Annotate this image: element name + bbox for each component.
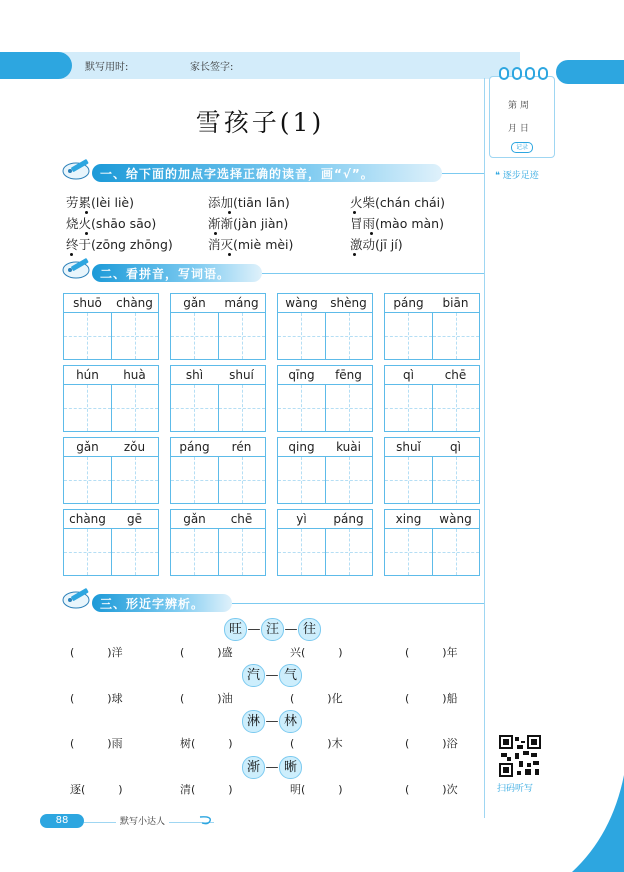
fill-blank[interactable]: ( )球 <box>70 692 123 705</box>
fill-blank[interactable]: 逐( ) <box>70 783 123 796</box>
dictation-time-label: 默写用时: <box>85 62 129 73</box>
similar-char: 旺 <box>224 618 247 641</box>
pinyin-text: xing <box>395 512 422 526</box>
emphasis-dot <box>85 232 88 235</box>
writing-cell[interactable] <box>218 313 266 359</box>
fill-blank[interactable]: ( )化 <box>290 692 343 705</box>
parent-signature-label: 家长签字: <box>190 62 234 73</box>
similar-char: 汽 <box>242 664 265 687</box>
calendar-ring-icon <box>512 67 522 80</box>
writing-cell[interactable] <box>385 529 432 575</box>
writing-cell[interactable] <box>64 385 111 431</box>
pinyin-text: wàng <box>439 512 472 526</box>
char-pair <box>242 664 302 687</box>
word-box <box>63 365 159 432</box>
emphasis-dot <box>70 253 73 256</box>
writing-cell[interactable] <box>385 457 432 503</box>
pinyin-row <box>64 294 158 313</box>
calendar-tag: 记录 <box>511 142 533 153</box>
qr-code-icon[interactable] <box>499 735 541 777</box>
fill-blank[interactable]: ( )年 <box>405 646 458 659</box>
pinyin-row <box>64 510 158 529</box>
writing-cell[interactable] <box>432 313 480 359</box>
word-box <box>384 437 480 504</box>
fill-blank[interactable]: ( )洋 <box>70 646 123 659</box>
page-title: 雪孩子(1) <box>195 108 325 137</box>
phonetic-item: 烧火(shāo sāo) <box>66 216 157 231</box>
fill-blank[interactable]: 清( ) <box>180 783 233 796</box>
pinyin-text: qì <box>450 440 461 454</box>
pinyin-text: shì <box>185 368 204 382</box>
section1-heading: 一、给下面的加点字选择正确的读音，画“√”。 <box>100 167 374 181</box>
pinyin-text: biān <box>442 296 469 310</box>
writing-cell[interactable] <box>432 385 480 431</box>
pencil-icon <box>62 587 92 609</box>
writing-cell[interactable] <box>64 529 111 575</box>
writing-cells <box>171 529 265 575</box>
char-pair <box>242 710 302 733</box>
writing-cell[interactable] <box>171 457 218 503</box>
pinyin-text: wàng <box>285 296 318 310</box>
fill-blank[interactable]: ( )船 <box>405 692 458 705</box>
pinyin-text: gē <box>127 512 142 526</box>
pinyin-text: gǎn <box>76 440 99 454</box>
footsteps-icon: ❝ <box>495 171 503 181</box>
page-corner <box>572 775 624 872</box>
writing-cells <box>278 529 372 575</box>
header-tab <box>0 52 72 79</box>
writing-cells <box>64 385 158 431</box>
emphasis-dot <box>228 211 231 214</box>
separator: — <box>265 760 279 775</box>
similar-char: 汪 <box>261 618 284 641</box>
pinyin-text: shuǐ <box>396 440 421 454</box>
pinyin-text: páng <box>393 296 424 310</box>
word-box <box>384 293 480 360</box>
emphasis-dot <box>353 211 356 214</box>
writing-cell[interactable] <box>111 529 159 575</box>
fill-blank[interactable]: 兴( ) <box>290 646 343 659</box>
pinyin-text: huà <box>123 368 146 382</box>
pinyin-text: qì <box>403 368 414 382</box>
pinyin-row <box>64 366 158 385</box>
pinyin-text: gǎn <box>183 512 206 526</box>
pinyin-text: páng <box>179 440 210 454</box>
pinyin-row <box>385 438 479 457</box>
writing-cell[interactable] <box>111 313 159 359</box>
word-box <box>277 509 373 576</box>
writing-cells <box>385 457 479 503</box>
writing-cells <box>385 529 479 575</box>
fill-blank[interactable]: ( )盛 <box>180 646 233 659</box>
calendar-date: 月 日 <box>508 124 529 134</box>
header-band <box>0 52 520 79</box>
pinyin-row <box>278 438 372 457</box>
word-box <box>170 509 266 576</box>
calendar-ring-icon <box>525 67 535 80</box>
section1-line <box>442 173 484 174</box>
writing-cell[interactable] <box>278 385 325 431</box>
pinyin-text: qing <box>288 440 315 454</box>
section2-heading: 二、看拼音，写词语。 <box>100 267 231 281</box>
separator: — <box>247 622 261 637</box>
writing-cell[interactable] <box>325 385 373 431</box>
header-right-tab <box>556 60 624 84</box>
similar-char: 淋 <box>242 710 265 733</box>
pinyin-text: chàng <box>69 512 106 526</box>
writing-cells <box>278 385 372 431</box>
pinyin-text: fēng <box>335 368 362 382</box>
pinyin-row <box>278 294 372 313</box>
writing-cell[interactable] <box>171 529 218 575</box>
phonetic-item: 火柴(chán chái) <box>350 195 446 210</box>
pinyin-text: yì <box>296 512 307 526</box>
similar-char: 渐 <box>242 756 265 779</box>
word-box <box>384 509 480 576</box>
writing-cell[interactable] <box>64 457 111 503</box>
emphasis-dot <box>353 253 356 256</box>
separator: — <box>265 714 279 729</box>
qr-label: 扫码听写 <box>497 784 534 794</box>
writing-cells <box>64 529 158 575</box>
section2-line <box>262 273 484 274</box>
pinyin-row <box>64 438 158 457</box>
pinyin-text: zǒu <box>123 440 146 454</box>
writing-cell[interactable] <box>325 313 373 359</box>
side-divider <box>484 78 485 818</box>
writing-cells <box>171 385 265 431</box>
writing-cells <box>171 313 265 359</box>
calendar-ring-icon <box>538 67 548 80</box>
calendar-ring-icon <box>499 67 509 80</box>
pinyin-text: gǎn <box>183 296 206 310</box>
emphasis-dot <box>228 253 231 256</box>
separator: — <box>284 622 298 637</box>
word-box <box>277 437 373 504</box>
pinyin-text: chàng <box>116 296 153 310</box>
curl-icon <box>198 814 214 826</box>
word-box <box>170 365 266 432</box>
writing-cell[interactable] <box>218 457 266 503</box>
fill-blank[interactable]: ( )雨 <box>70 737 123 750</box>
writing-cell[interactable] <box>171 385 218 431</box>
word-box <box>63 437 159 504</box>
char-pair <box>242 756 302 779</box>
pinyin-row <box>171 294 265 313</box>
phonetic-item: 冒雨(mào màn) <box>350 216 444 231</box>
writing-cell[interactable] <box>278 313 325 359</box>
pinyin-text: máng <box>224 296 259 310</box>
pinyin-text: kuài <box>336 440 361 454</box>
calendar-week: 第 周 <box>508 101 529 111</box>
word-box <box>63 509 159 576</box>
pinyin-text: chē <box>444 368 467 382</box>
word-box <box>63 293 159 360</box>
pinyin-row <box>278 366 372 385</box>
writing-cell[interactable] <box>432 529 480 575</box>
pencil-icon <box>62 257 92 279</box>
writing-cells <box>64 457 158 503</box>
word-box <box>277 365 373 432</box>
writing-cells <box>385 385 479 431</box>
word-box <box>170 437 266 504</box>
fill-blank[interactable]: ( )油 <box>180 692 233 705</box>
writing-cells <box>385 313 479 359</box>
similar-char: 林 <box>279 710 302 733</box>
word-box <box>170 293 266 360</box>
pinyin-row <box>171 438 265 457</box>
writing-cell[interactable] <box>325 529 373 575</box>
writing-cells <box>64 313 158 359</box>
separator: — <box>265 668 279 683</box>
section3-heading: 三、形近字辨析。 <box>100 597 205 611</box>
footsteps-label: ❝ 逐步足迹 <box>495 171 539 181</box>
pinyin-row <box>385 294 479 313</box>
pinyin-text: páng <box>333 512 364 526</box>
phonetic-item: 劳累(lèi liè) <box>66 195 134 210</box>
footer-text: 默写小达人 <box>116 814 169 827</box>
similar-char: 气 <box>279 664 302 687</box>
writing-cell[interactable] <box>171 313 218 359</box>
pinyin-text: shuí <box>229 368 254 382</box>
writing-cell[interactable] <box>218 385 266 431</box>
fill-blank[interactable]: ( )浴 <box>405 737 458 750</box>
similar-char: 往 <box>298 618 321 641</box>
writing-cell[interactable] <box>325 457 373 503</box>
phonetic-item: 渐渐(jàn jiàn) <box>208 216 289 231</box>
word-box <box>277 293 373 360</box>
phonetic-item: 激动(jī jí) <box>350 237 403 252</box>
writing-cell[interactable] <box>278 457 325 503</box>
pinyin-row <box>171 510 265 529</box>
writing-cell[interactable] <box>111 457 159 503</box>
writing-cell[interactable] <box>385 385 432 431</box>
char-pair <box>224 618 321 641</box>
phonetic-item: 消灭(miè mèi) <box>208 237 294 252</box>
writing-cell[interactable] <box>432 457 480 503</box>
writing-cells <box>171 457 265 503</box>
emphasis-dot <box>85 211 88 214</box>
emphasis-dot <box>214 232 217 235</box>
pinyin-row <box>385 510 479 529</box>
writing-cell[interactable] <box>218 529 266 575</box>
pencil-icon <box>62 158 92 180</box>
pinyin-row <box>171 366 265 385</box>
writing-cells <box>278 313 372 359</box>
phonetic-item: 终于(zōng zhōng) <box>66 237 173 252</box>
writing-cell[interactable] <box>64 313 111 359</box>
fill-blank[interactable]: 树( ) <box>180 737 233 750</box>
writing-cells <box>278 457 372 503</box>
emphasis-dot <box>370 232 373 235</box>
writing-cell[interactable] <box>111 385 159 431</box>
fill-blank[interactable]: ( )次 <box>405 783 458 796</box>
section3-line <box>232 603 484 604</box>
page-number: 88 <box>40 814 84 828</box>
pinyin-row <box>278 510 372 529</box>
fill-blank[interactable]: ( )木 <box>290 737 343 750</box>
pinyin-text: qīng <box>288 368 315 382</box>
pinyin-row <box>385 366 479 385</box>
pinyin-text: rén <box>231 440 252 454</box>
writing-cell[interactable] <box>278 529 325 575</box>
phonetic-item: 添加(tiān lān) <box>208 195 290 210</box>
word-box <box>384 365 480 432</box>
pinyin-text: chē <box>230 512 253 526</box>
pinyin-text: shèng <box>330 296 367 310</box>
fill-blank[interactable]: 明( ) <box>290 783 343 796</box>
pinyin-text: shuō <box>73 296 102 310</box>
similar-char: 晰 <box>279 756 302 779</box>
writing-cell[interactable] <box>385 313 432 359</box>
pinyin-text: hún <box>76 368 99 382</box>
